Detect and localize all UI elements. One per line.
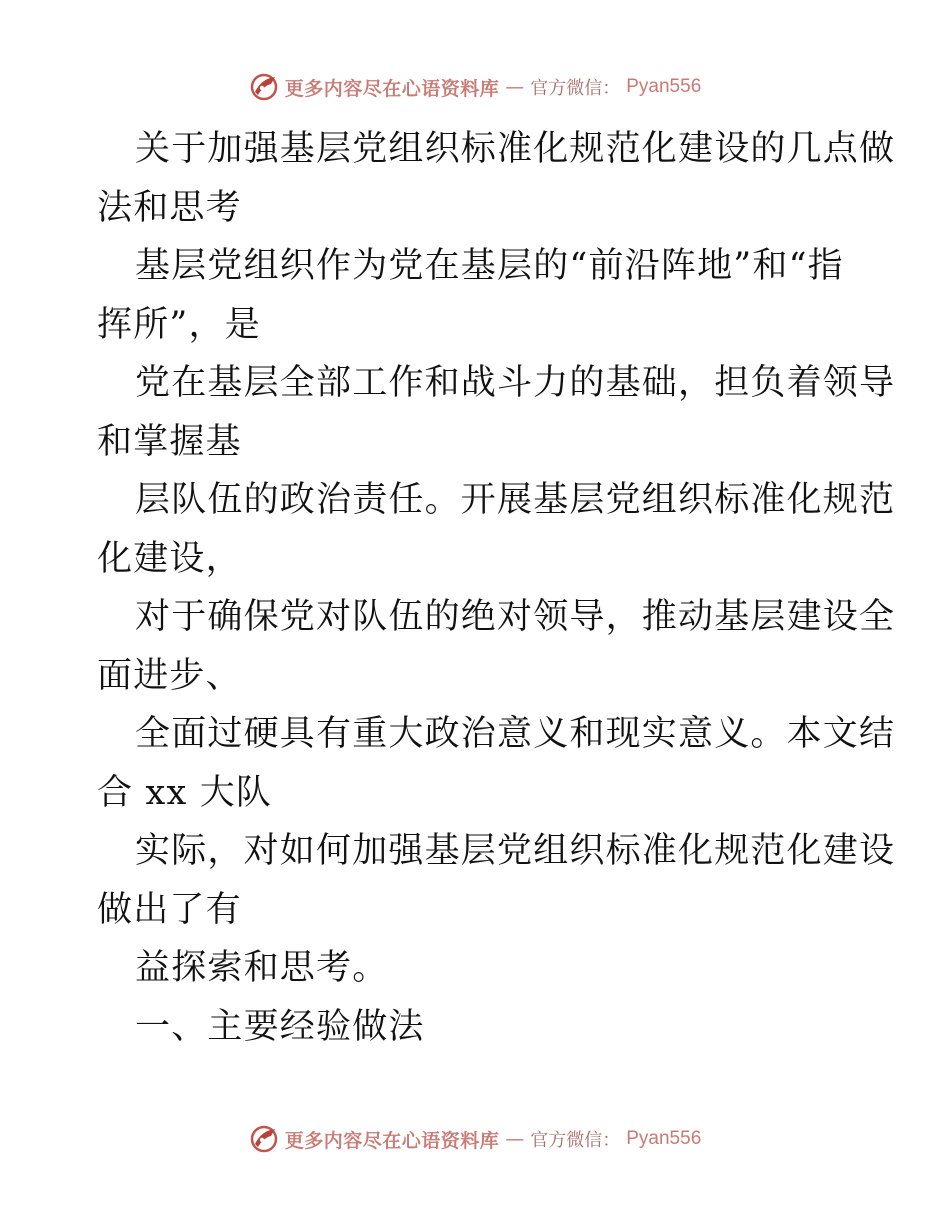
logo-icon [249, 72, 279, 102]
text-line: 和掌握基 [97, 421, 242, 462]
text-line: 层队伍的政治责任。开展基层党组织标准化规范 [135, 480, 896, 520]
watermark-id: Pyan556 [626, 1128, 702, 1149]
footer-watermark [0, 1124, 950, 1154]
text-line: 益探索和思考。 [135, 948, 389, 988]
text-line: 党在基层全部工作和战斗力的基础，担负着领导 [135, 363, 896, 403]
text-line: 做出了有 [97, 889, 242, 930]
watermark-label: 官方微信： [530, 78, 621, 99]
text-line: 合 xx 大队 [97, 772, 273, 813]
watermark-dash: — [505, 76, 525, 98]
watermark-dash: — [505, 1128, 525, 1150]
text-line: 关于加强基层党组织标准化规范化建设的几点做 [135, 129, 896, 169]
watermark-id: Pyan556 [626, 76, 702, 97]
text-line: 基层党组织作为党在基层的“前沿阵地”和“指 [135, 246, 844, 286]
text-line: 化建设， [97, 538, 242, 579]
watermark-text: 更多内容尽在心语资料库 [284, 77, 500, 100]
text-line: 挥所”，是 [97, 304, 261, 345]
logo-icon [249, 1124, 279, 1154]
text-line: 一、主要经验做法 [135, 1006, 425, 1047]
document-body [97, 120, 896, 1056]
text-line: 面进步、 [97, 655, 242, 696]
text-line: 对于确保党对队伍的绝对领导，推动基层建设全 [135, 597, 896, 637]
watermark-text: 更多内容尽在心语资料库 [284, 1129, 500, 1152]
text-line: 全面过硬具有重大政治意义和现实意义。本文结 [135, 714, 896, 754]
text-line: 实际，对如何加强基层党组织标准化规范化建设 [135, 831, 896, 871]
text-line: 法和思考 [97, 187, 242, 228]
watermark-label: 官方微信： [530, 1130, 621, 1151]
header-watermark [0, 72, 950, 102]
